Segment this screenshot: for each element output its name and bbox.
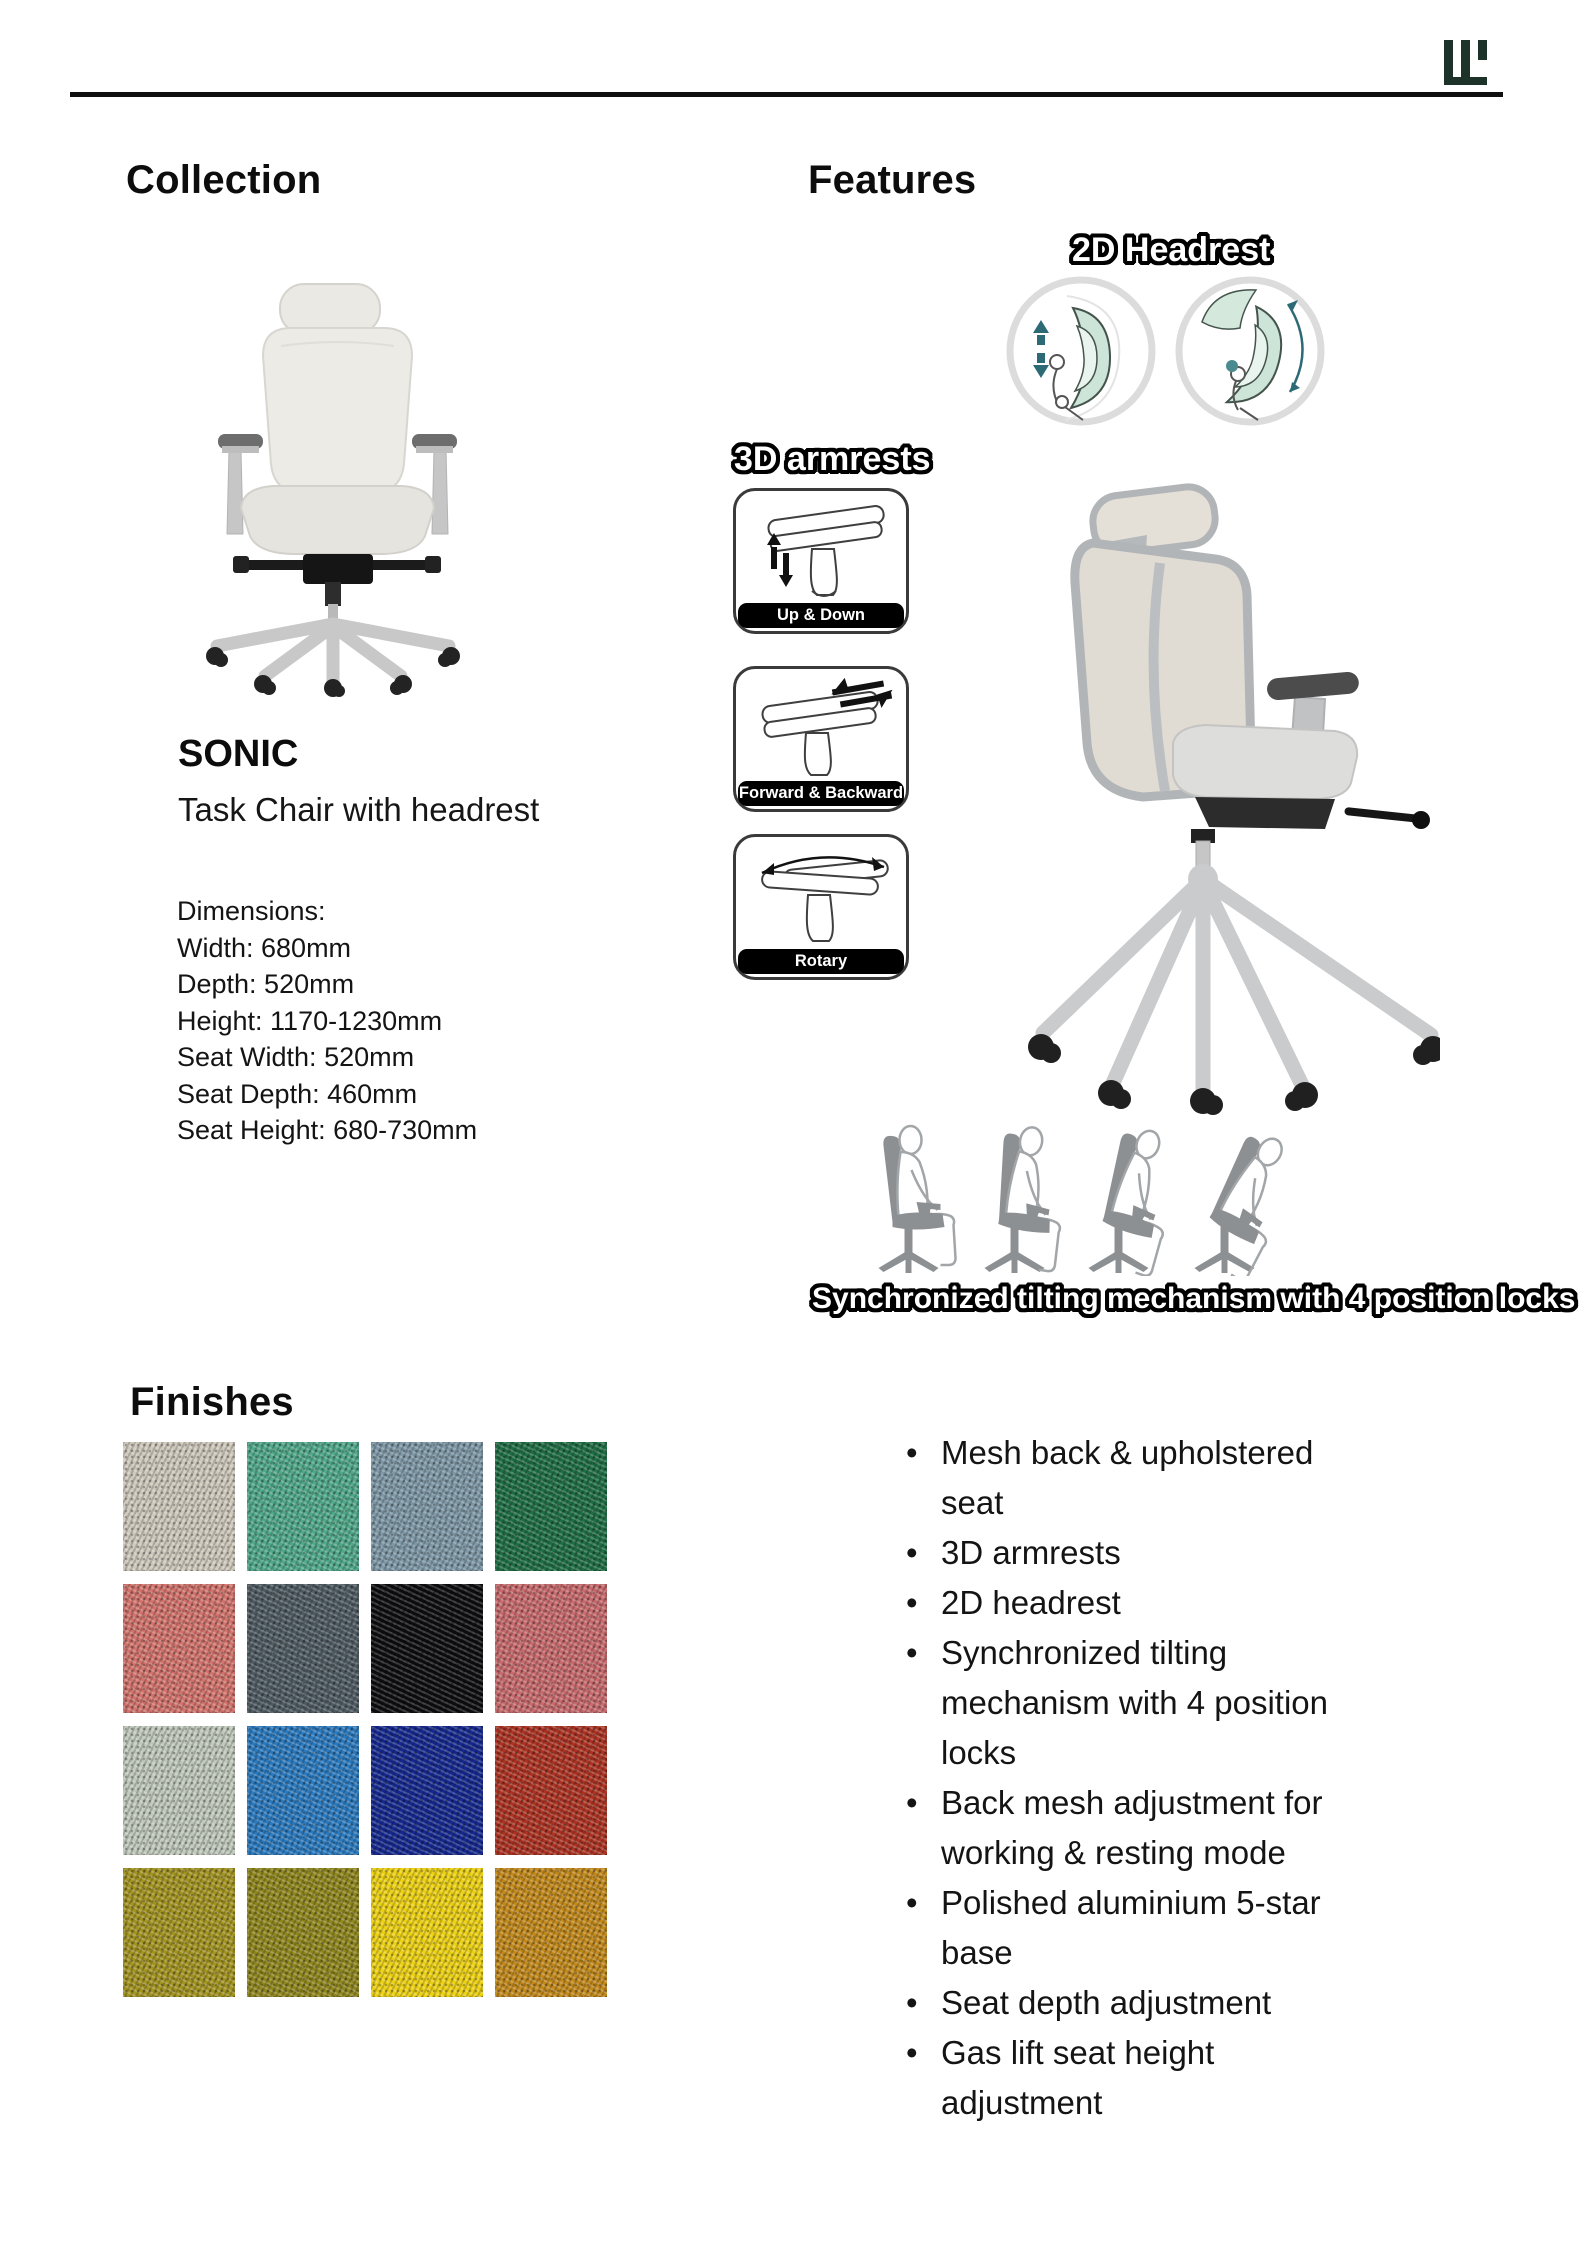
- fabric-swatch: [371, 1868, 483, 1997]
- feature-item: • 2D headrest: [903, 1578, 1383, 1628]
- feature-item: • Polished aluminium 5-star base: [903, 1878, 1383, 1978]
- feature-item: • Seat depth adjustment: [903, 1978, 1383, 2028]
- dimension-line: Width: 680mm: [177, 932, 352, 963]
- product-subtitle: Task Chair with headrest: [178, 791, 540, 828]
- features-heading: Features: [808, 158, 977, 202]
- dimension-line: Seat Width: 520mm: [177, 1042, 415, 1072]
- dimensions-block: [177, 893, 477, 1149]
- fabric-swatch: [371, 1726, 483, 1855]
- fabric-swatch: [371, 1442, 483, 1571]
- brand-mark-icon: [1444, 40, 1490, 85]
- dimension-line: Depth: 520mm: [177, 969, 355, 999]
- fabric-swatch: [123, 1868, 235, 1997]
- fabric-swatch: [495, 1442, 607, 1571]
- fabric-swatch: [495, 1584, 607, 1713]
- armrests-label: 3D armrests: [734, 440, 931, 478]
- dimension-line: Height: 1170-1230mm: [177, 1005, 443, 1036]
- chair-front-image: [185, 272, 490, 697]
- feature-item: • Gas lift seat height adjustment: [903, 2028, 1383, 2128]
- finishes-heading: Finishes: [130, 1380, 294, 1424]
- headrest-label: 2D Headrest: [1072, 231, 1271, 269]
- armrest-mode-label: Rotary: [738, 949, 904, 974]
- fabric-swatch: [123, 1584, 235, 1713]
- fabric-swatch: [495, 1868, 607, 1997]
- fabric-swatch: [247, 1868, 359, 1997]
- collection-heading: Collection: [126, 158, 322, 202]
- armrest-mode-label: Forward & Backward: [738, 781, 904, 806]
- feature-item: • Back mesh adjustment for working & resting mode: [903, 1778, 1383, 1878]
- feature-item: • Synchronized tilting mechanism with 4 position locks: [903, 1628, 1383, 1778]
- dimension-line: Seat Depth: 460mm: [177, 1078, 418, 1109]
- fabric-swatch: [247, 1442, 359, 1571]
- product-name: SONIC: [178, 733, 299, 775]
- armrest-updown-diagram: [733, 488, 909, 634]
- headrest-updown-diagram: [1005, 270, 1157, 430]
- header-divider: [70, 92, 1503, 97]
- fabric-swatch: [371, 1584, 483, 1713]
- armrest-rotary-diagram: [733, 834, 909, 980]
- feature-bullet-list: [903, 1428, 1383, 2128]
- headrest-pivot-diagram: [1174, 270, 1326, 430]
- dimensions-title: Dimensions:: [177, 896, 326, 926]
- fabric-swatch: [247, 1726, 359, 1855]
- armrest-mode-label: Up & Down: [738, 603, 904, 628]
- feature-item: • Mesh back & upholstered seat: [903, 1428, 1383, 1528]
- fabric-swatch: [123, 1442, 235, 1571]
- dimension-line: Seat Height: 680-730mm: [177, 1115, 478, 1145]
- fabric-swatch: [495, 1726, 607, 1855]
- armrest-forward-backward-diagram: [733, 666, 909, 812]
- tilt-position-4: [1166, 1124, 1291, 1276]
- feature-item: • 3D armrests: [903, 1528, 1383, 1578]
- fabric-swatch: [123, 1726, 235, 1855]
- tilt-caption: Synchronized tilting mechanism with 4 position locks: [812, 1282, 1576, 1315]
- fabric-swatch-grid: [123, 1442, 607, 1997]
- fabric-swatch: [247, 1584, 359, 1713]
- chair-back-image: [995, 475, 1440, 1115]
